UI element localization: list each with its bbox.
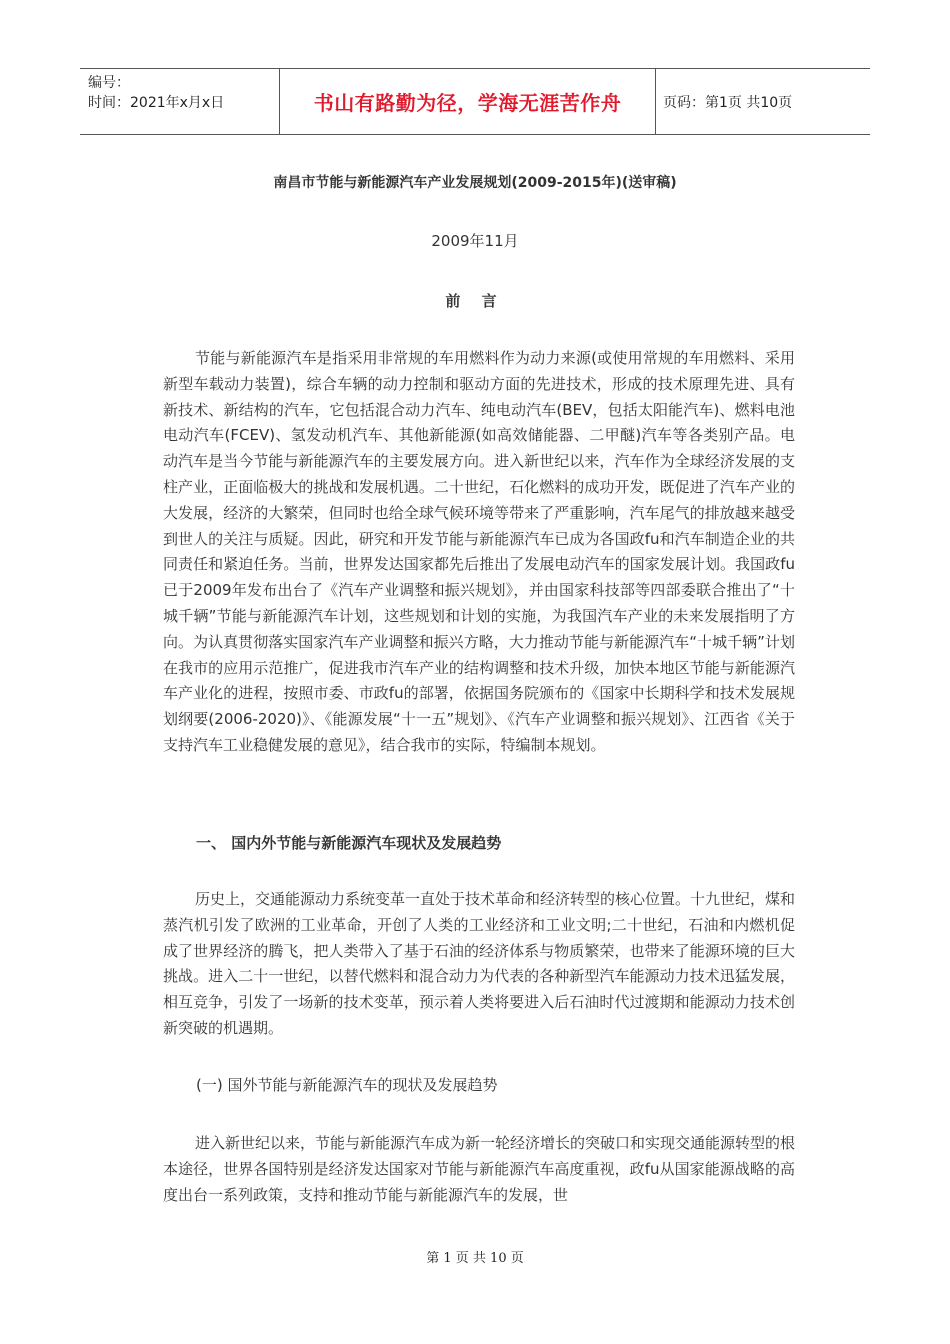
header-meta-cell [80,69,280,134]
document-date: 2009年11月 [431,232,519,250]
subsection-heading: (一) 国外节能与新能源汽车的现状及发展趋势 [196,1076,498,1094]
header-table [80,68,870,135]
body-paragraph: 历史上，交通能源动力系统变革一直处于技术革命和经济转型的核心位置。十九世纪，煤和蒸汽机引发了欧洲的工业革命，开创了人类的工业经济和工业文明;二十世纪，石油和内燃机促成了世界经济的腾飞，把人类带入了基于石油的经济体系与物质繁荣，也带来了能源环境的巨大挑战。进入二十一世纪，以替代燃料和混合动力为代表的各种新型汽车能源动力技术迅猛发展，相互竞争，引发了一场新的技术变革，预示着人类将要进入后石油时代过渡期和能源动力技术创新突破的机遇期。 [163,890,796,1037]
preface-heading: 前 言 [445,292,505,310]
body-paragraph: 节能与新能源汽车是指采用非常规的车用燃料作为动力来源(或使用常规的车用燃料、采用新型车载动力装置)，综合车辆的动力控制和驱动方面的先进技术，形成的技术原理先进、具有新技术、新结构的汽车，它包括混合动力汽车、纯电动汽车(BEV，包括太阳能汽车)、燃料电池电动汽车(FCEV)、氢发动机汽车、其他新能源(如高效储能器、二甲醚)汽车等各类别产品。电动汽车是当今节能与新能源汽车的主要发展方向。进入新世纪以来，汽车作为全球经济发展的支柱产业，正面临极大的挑战和发展机遇。二十世纪，石化燃料的成功开发，既促进了汽车产业的大发展，经济的大繁荣，但同时也给全球气候环境等带来了严重影响，汽车尾气的排放越来越受到世人的关注与质疑。因此，研究和开发节能与新能源汽车已成为各国政fu和汽车制造企业的共同责任和紧迫任务。当前，世界发达国家都先后推出了发展电动汽车的国家发展计划。我国政fu已于2009年发布出台了《汽车产业调整和振兴规划》，并由国家科技部等四部委联合推出了“十城千辆”节能与新能源汽车计划，这些规划和计划的实施，为我国汽车产业的未来发展指明了方向。为认真贯彻落实国家汽车产业调整和振兴方略，大力推动节能与新能源汽车“十城千辆”计划在我市的应用示范推广，促进我市汽车产业的结构调整和技术升级，加快本地区节能与新能源汽车产业化的进程，按照市委、市政fu的部署，依据国务院颁布的《国家中长期科学和技术发展规划纲要(2006-2020)》、《能源发展“十一五”规划》、《汽车产业调整和振兴规划》、江西省《关于支持汽车工业稳健发展的意见》，结合我市的实际，特编制本规划。 [163,349,795,754]
page-label: 页码：第1页 共10页 [663,94,793,111]
header-motto-cell [280,69,656,134]
number-label: 编号： [88,75,130,91]
page-footer: 第 1 页 共 10 页 [426,1251,524,1266]
motto-text: 书山有路勤为径，学海无涯苦作舟 [313,91,622,115]
body-paragraph: 进入新世纪以来，节能与新能源汽车成为新一轮经济增长的突破口和实现交通能源转型的根本途径，世界各国特别是经济发达国家对节能与新能源汽车高度重视，政fu从国家能源战略的高度出台一系列政策，支持和推动节能与新能源汽车的发展，世 [163,1134,796,1204]
document-title: 南昌市节能与新能源汽车产业发展规划(2009-2015年)(送审稿) [273,175,677,191]
header-page-cell [656,69,870,134]
section-heading: 一、 国内外节能与新能源汽车现状及发展趋势 [196,834,502,852]
time-label: 时间：2021年x月x日 [88,95,225,111]
